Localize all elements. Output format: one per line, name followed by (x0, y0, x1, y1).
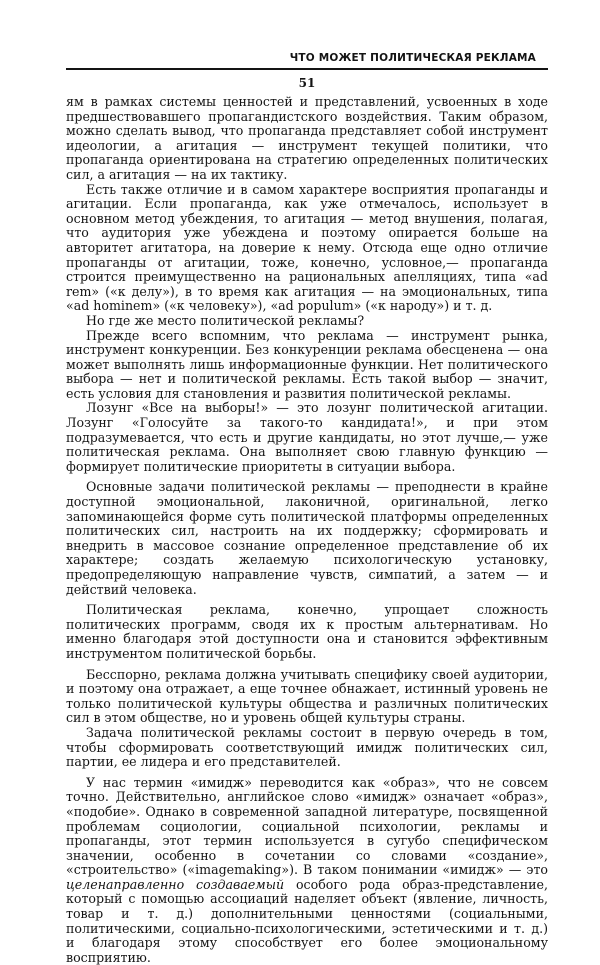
paragraph-5: Лозунг «Все на выборы!» — это лозунг политической агитации. Лозунг «Голосуйте за такого-то кандидата!», и при этом подразумевается, что есть и другие кандидаты, но этот лучше,— уже политическая реклама. Она выполняет свою главную функцию — формирует политические приоритеты в ситуации выбора. (66, 400, 548, 474)
paragraph-9: Задача политической рекламы состоит в первую очередь в том, чтобы сформировать соответствующий имидж политических сил, партии, ее лидера и его представителей. (66, 724, 548, 770)
paragraph-6: Основные задачи политической рекламы — преподнести в крайне доступной эмоциональной, лаконичной, оригинальной, легко запоминающейся форме суть политической платформы определенных политических сил, настроить на их поддержку; сформировать и внедрить в массовое сознание определенное представление об их характере; создать желаемую психологическую установку, предопределяющую направление чувств, симпатий, а затем — и действий человека. (66, 479, 548, 597)
emphasis-text: целенаправленно создаваемый (66, 876, 285, 892)
page-number: 51 (298, 76, 316, 90)
paragraph-4: Прежде всего вспомним, что реклама — инструмент рынка, инструмент конкуренции. Без конкуренции реклама обесценена — она может выполнять лишь информационные функции. Нет политического выбора — нет и политической рекламы. Есть такой выбор — значит, есть условия для становления и развития политической рекламы. (66, 327, 548, 401)
book-page (66, 50, 548, 965)
paragraph-2: Есть также отличие и в самом характере восприятия пропаганды и агитации. Если пропаганда, как уже отмечалось, использует в основном метод убеждения, то агитация — метод внушения, полагая, что аудитория уже убеждена и поэтому опирается больше на авторитет агитатора, на доверие к нему. Отсюда еще одно отличие пропаганды от агитации, тоже, конечно, условное,— пропаганда строится преимущественно на рациональных апелляциях, типа «ad rem» («к делу»), в то время как агитация — на эмоциональных, типа «ad hominem» («к человеку»), «ad populum» («к народу») и т. д. (66, 181, 548, 314)
running-title: ЧТО МОЖЕТ ПОЛИТИЧЕСКАЯ РЕКЛАМА (289, 52, 536, 64)
header-rule (66, 68, 548, 70)
paragraph-10 (66, 776, 548, 965)
paragraph-10-part-1: У нас термин «имидж» переводится как «образ», что не совсем точно. Действительно, английское слово «имидж» означает «образ», «подобие». Однако в современной западной литературе, посвященной проблемам социологии, социальной психологии, рекламы и пропаганды, этот термин используется в сугубо специфическом значении, особенно в сочетании со словами «создание», «строительство» («imagemaking»). В таком понимании «имидж» — это (66, 774, 548, 878)
paragraph-1: ям в рамках системы ценностей и представлений, усвоенных в ходе предшествовавшего пропагандистского воздействия. Таким образом, можно сделать вывод, что пропаганда представляет собой инструмент идеологии, а агитация — инструмент текущей политики, что пропаганда ориентирована на стратегию определенных политических сил, а агитация — на их тактику. (66, 94, 548, 182)
paragraph-10-part-2: особого рода образ-представление, который с помощью ассоциаций наделяет объект (явление, личность, товар и т. д.) дополнительными ценностями (социальными, политическими, социально-психологическими, эстетическими и т. д.) и благодаря этому способствует его более эмоциональному восприятию. (66, 876, 548, 965)
paragraph-8: Бесспорно, реклама должна учитывать специфику своей аудитории, и поэтому она отражает, а еще точнее обнажает, истинный уровень не только политической культуры общества и различных политических сил в этом обществе, но и уровень общей культуры страны. (66, 666, 548, 726)
paragraph-7: Политическая реклама, конечно, упрощает сложность политических программ, сводя их к простым альтернативам. Но именно благодаря этой доступности она и становится эффективным инструментом политической борьбы. (66, 602, 548, 661)
paragraph-3: Но где же место политической рекламы? (86, 312, 365, 328)
body-text (66, 95, 548, 965)
